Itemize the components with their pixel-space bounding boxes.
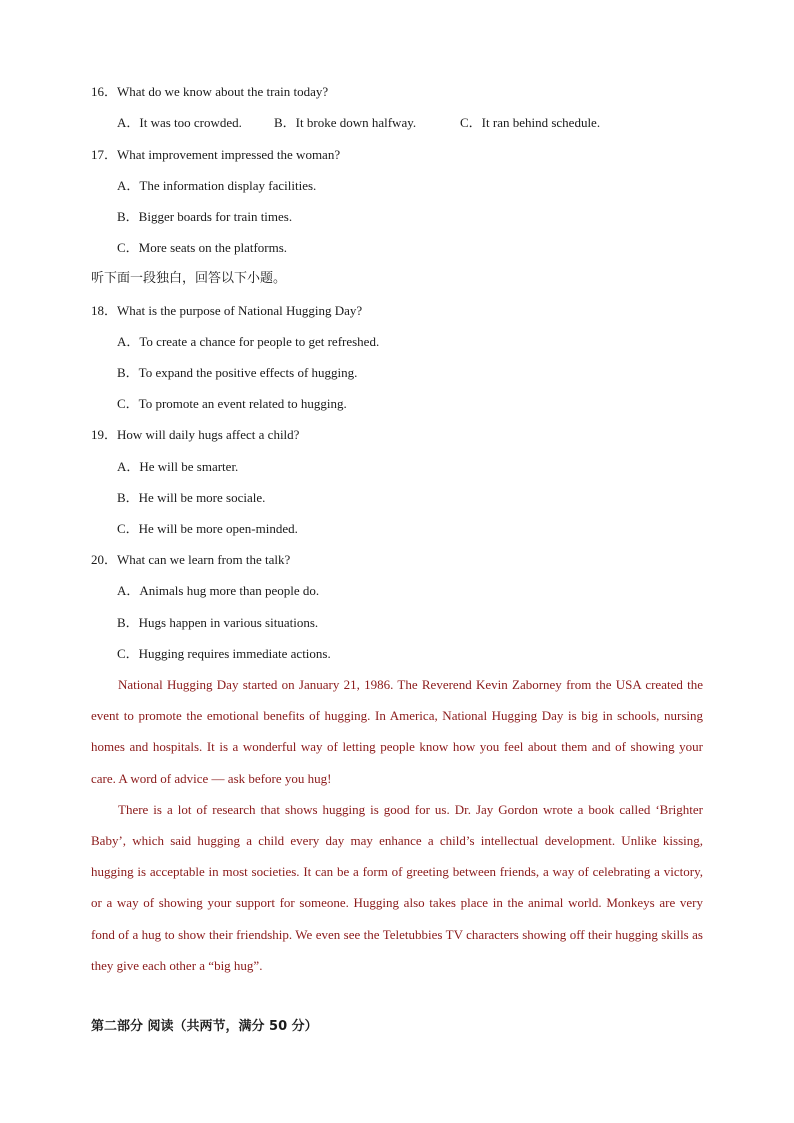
question-20-option-a: A．Animals hug more than people do. [117, 583, 320, 598]
question-20-option-b: B．Hugs happen in various situations. [117, 615, 319, 630]
question-16-option-b: B．It broke down halfway. [274, 115, 417, 130]
section-heading: 第二部分 阅读（共两节，满分 50 分） [91, 1019, 318, 1034]
question-17-option-b: B．Bigger boards for train times. [117, 209, 293, 224]
question-18-option-a: A．To create a chance for people to get refreshed. [117, 334, 380, 349]
transcript-paragraph-1: National Hugging Day started on January 21, 1986. The Reverend Kevin Zaborney from the USA created the event to promote the emotional benefits of hugging. In America, National Hugging Day is big in schools, nursing homes and hospitals. It is a wonderful way of letting people know how you feel about them and of showing your care. A word of advice — ask before you hug! [91, 677, 703, 786]
transcript-paragraph-2: There is a lot of research that shows hugging is good for us. Dr. Jay Gordon wrote a book called ‘Brighter Baby’, which said hugging a child every day may enhance a child’s intellectual development. Unlike kissing, hugging is acceptable in most societies. It can be a form of greeting between friends, a way of celebrating a victory, or a way of showing your support for someone. Hugging also takes place in the animal world. Monkeys are very fond of a hug to show their friendship. We even see the Teletubbies TV characters showing off their hugging skills as they give each other a “big hug”. [91, 801, 703, 973]
question-18-option-b: B．To expand the positive effects of hugging. [117, 365, 358, 380]
listening-transcript [91, 669, 703, 981]
question-17-option-a: A．The information display facilities. [117, 178, 317, 193]
question-16-option-a: A．It was too crowded. [117, 115, 242, 130]
monologue-instruction: 听下面一段独白，回答以下小题。 [91, 271, 287, 286]
question-19-option-a: A．He will be smarter. [117, 459, 239, 474]
question-18-stem: 18．What is the purpose of National Hugging Day? [91, 303, 363, 318]
question-18-option-c: C．To promote an event related to hugging. [117, 396, 347, 411]
question-20-stem: 20．What can we learn from the talk? [91, 552, 291, 567]
question-17-stem: 17．What improvement impressed the woman? [91, 147, 341, 162]
question-19-option-b: B．He will be more sociale. [117, 490, 266, 505]
question-19-option-c: C．He will be more open-minded. [117, 521, 298, 536]
question-16-stem: 16．What do we know about the train today? [91, 84, 329, 99]
question-20-option-c: C．Hugging requires immediate actions. [117, 646, 331, 661]
question-16-option-c: C．It ran behind schedule. [460, 115, 601, 130]
question-17-option-c: C．More seats on the platforms. [117, 240, 288, 255]
question-19-stem: 19．How will daily hugs affect a child? [91, 427, 300, 442]
